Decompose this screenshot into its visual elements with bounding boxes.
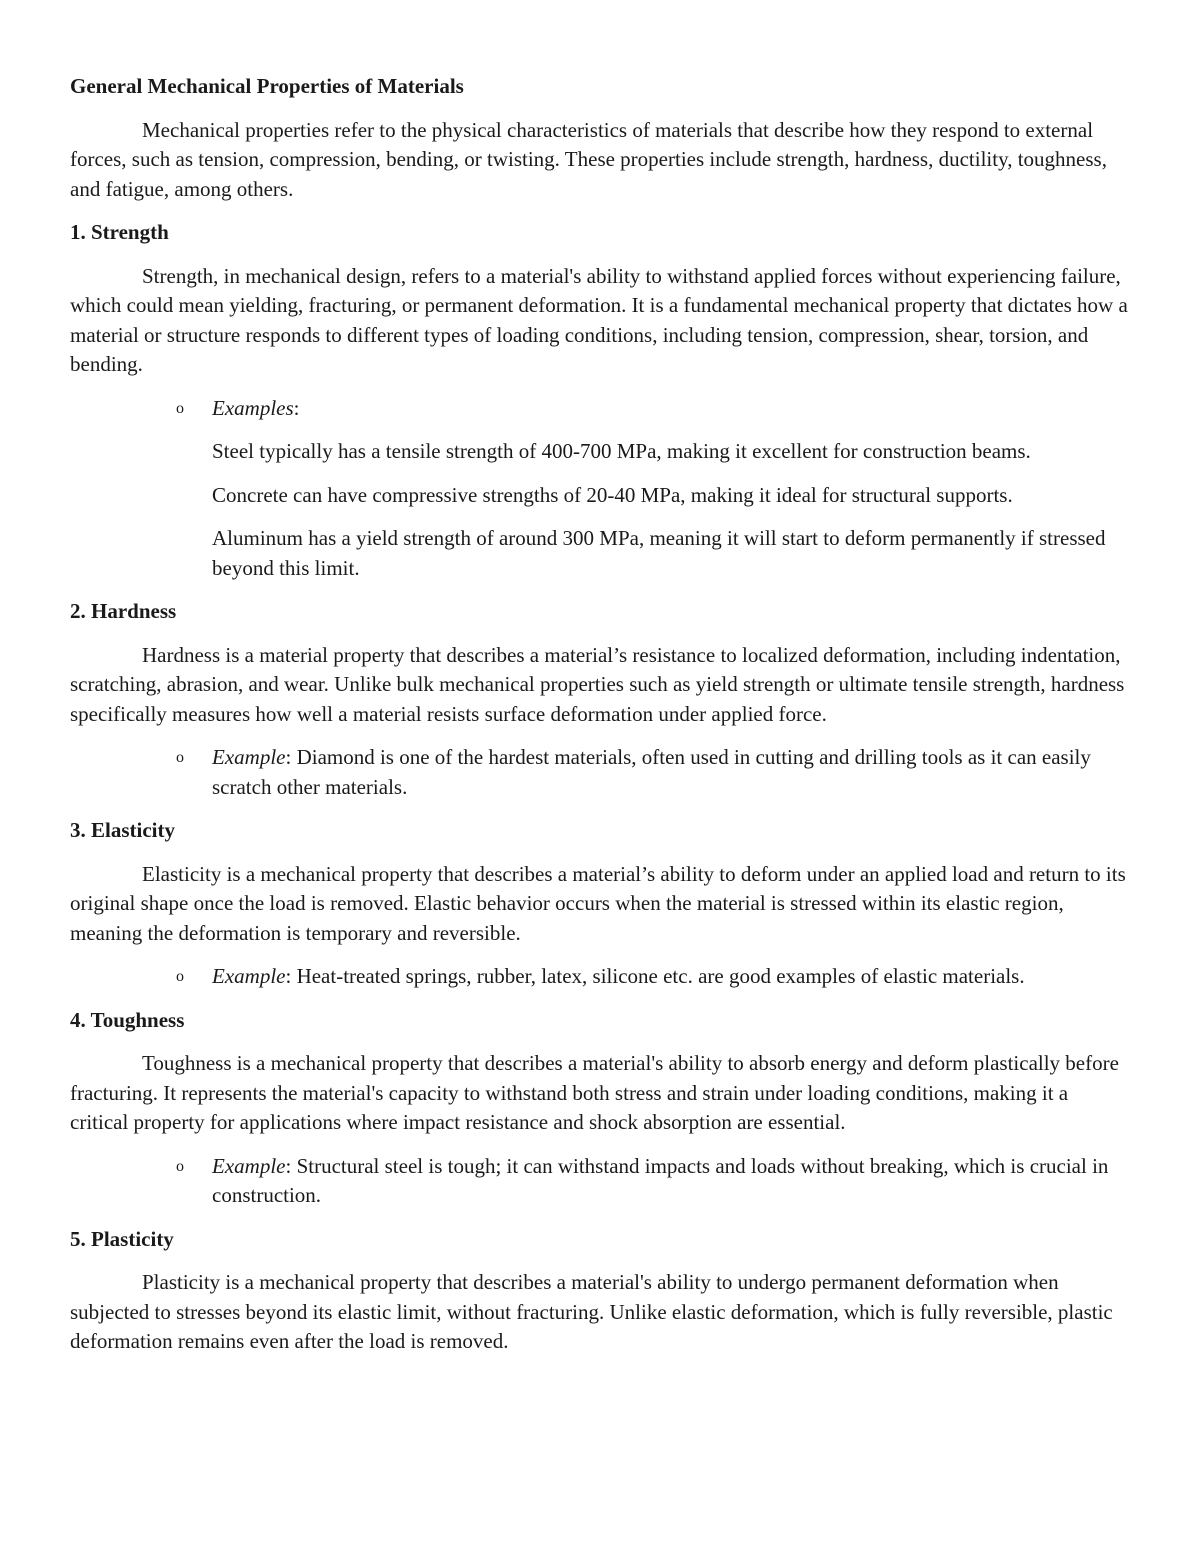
example-label: Examples <box>212 395 294 420</box>
example-label: Example <box>212 1153 286 1178</box>
example-label: Example <box>212 745 286 769</box>
section-heading-toughness: 4. Toughness <box>70 1007 185 1032</box>
bullet-icon: o <box>176 968 184 985</box>
strength-example-steel: Steel typically has a tensile strength of 400-700 MPa, making it excellent for construction beams. <box>212 439 1031 463</box>
section-body-plasticity: Plasticity is a mechanical property that describes a material's ability to undergo permanent deformation when subjected to stresses beyond its elastic limit, without fracturing. Unlike elastic deformation, which is fully reversible, plastic deformation remains even after the load is removed. <box>70 1270 1113 1353</box>
bullet-icon: o <box>176 1157 184 1175</box>
example-label: Example <box>212 964 286 988</box>
section-heading-elasticity: 3. Elasticity <box>70 818 175 842</box>
example-text: : Diamond is one of the hardest materials, often used in cutting and drilling tools as it can easily scratch other materials. <box>212 745 1091 799</box>
bullet-icon: o <box>176 749 184 766</box>
elasticity-example-bullet <box>176 962 1130 992</box>
strength-example-aluminum: Aluminum has a yield strength of around 300 MPa, meaning it will start to deform permanently if stressed beyond this limit. <box>212 526 1106 580</box>
example-suffix: : <box>293 395 300 420</box>
example-text: : Heat-treated springs, rubber, latex, silicone etc. are good examples of elastic materials. <box>285 964 1025 988</box>
intro-paragraph: Mechanical properties refer to the physical characteristics of materials that describe how they respond to external forces, such as tension, compression, bending, or twisting. These properties include strength, hardness, ductility, toughness, and fatigue, among others. <box>70 117 1107 201</box>
section-body-elasticity: Elasticity is a mechanical property that describes a material’s ability to deform under an applied load and return to its original shape once the load is removed. Elastic behavior occurs when the material is stressed within its elastic region, meaning the deformation is temporary and reversible. <box>70 861 1126 945</box>
strength-example-concrete: Concrete can have compressive strengths of 20-40 MPa, making it ideal for structural supports. <box>212 482 1013 507</box>
section-body-strength: Strength, in mechanical design, refers to a material's ability to withstand applied forces without experiencing failure, which could mean yielding, fracturing, or permanent deformation. It is a fundamental mechanical property that dictates how a material or structure responds to different types of loading conditions, including tension, compression, shear, torsion, and bending. <box>70 263 1128 376</box>
section-heading-hardness: 2. Hardness <box>70 599 177 623</box>
hardness-example-bullet <box>176 743 1130 802</box>
section-heading-plasticity: 5. Plasticity <box>70 1226 174 1251</box>
document-title: General Mechanical Properties of Materials <box>70 74 464 98</box>
example-text: : Structural steel is tough; it can withstand impacts and loads without breaking, which is crucial in construction. <box>212 1153 1109 1207</box>
section-heading-strength: 1. Strength <box>70 220 169 244</box>
section-body-toughness: Toughness is a mechanical property that describes a material's ability to absorb energy and deform plastically before fracturing. It represents the material's capacity to withstand both stress and strain under loading conditions, making it a critical property for applications where impact resistance and shock absorption are essential. <box>70 1051 1119 1134</box>
strength-examples-bullet <box>176 394 1130 424</box>
toughness-example-bullet <box>176 1152 1130 1211</box>
bullet-icon: o <box>176 399 184 417</box>
section-body-hardness: Hardness is a material property that describes a material’s resistance to localized deformation, including indentation, scratching, abrasion, and wear. Unlike bulk mechanical properties such as yield strength or ultimate tensile strength, hardness specifically measures how well a material resists surface deformation under applied force. <box>70 642 1125 726</box>
